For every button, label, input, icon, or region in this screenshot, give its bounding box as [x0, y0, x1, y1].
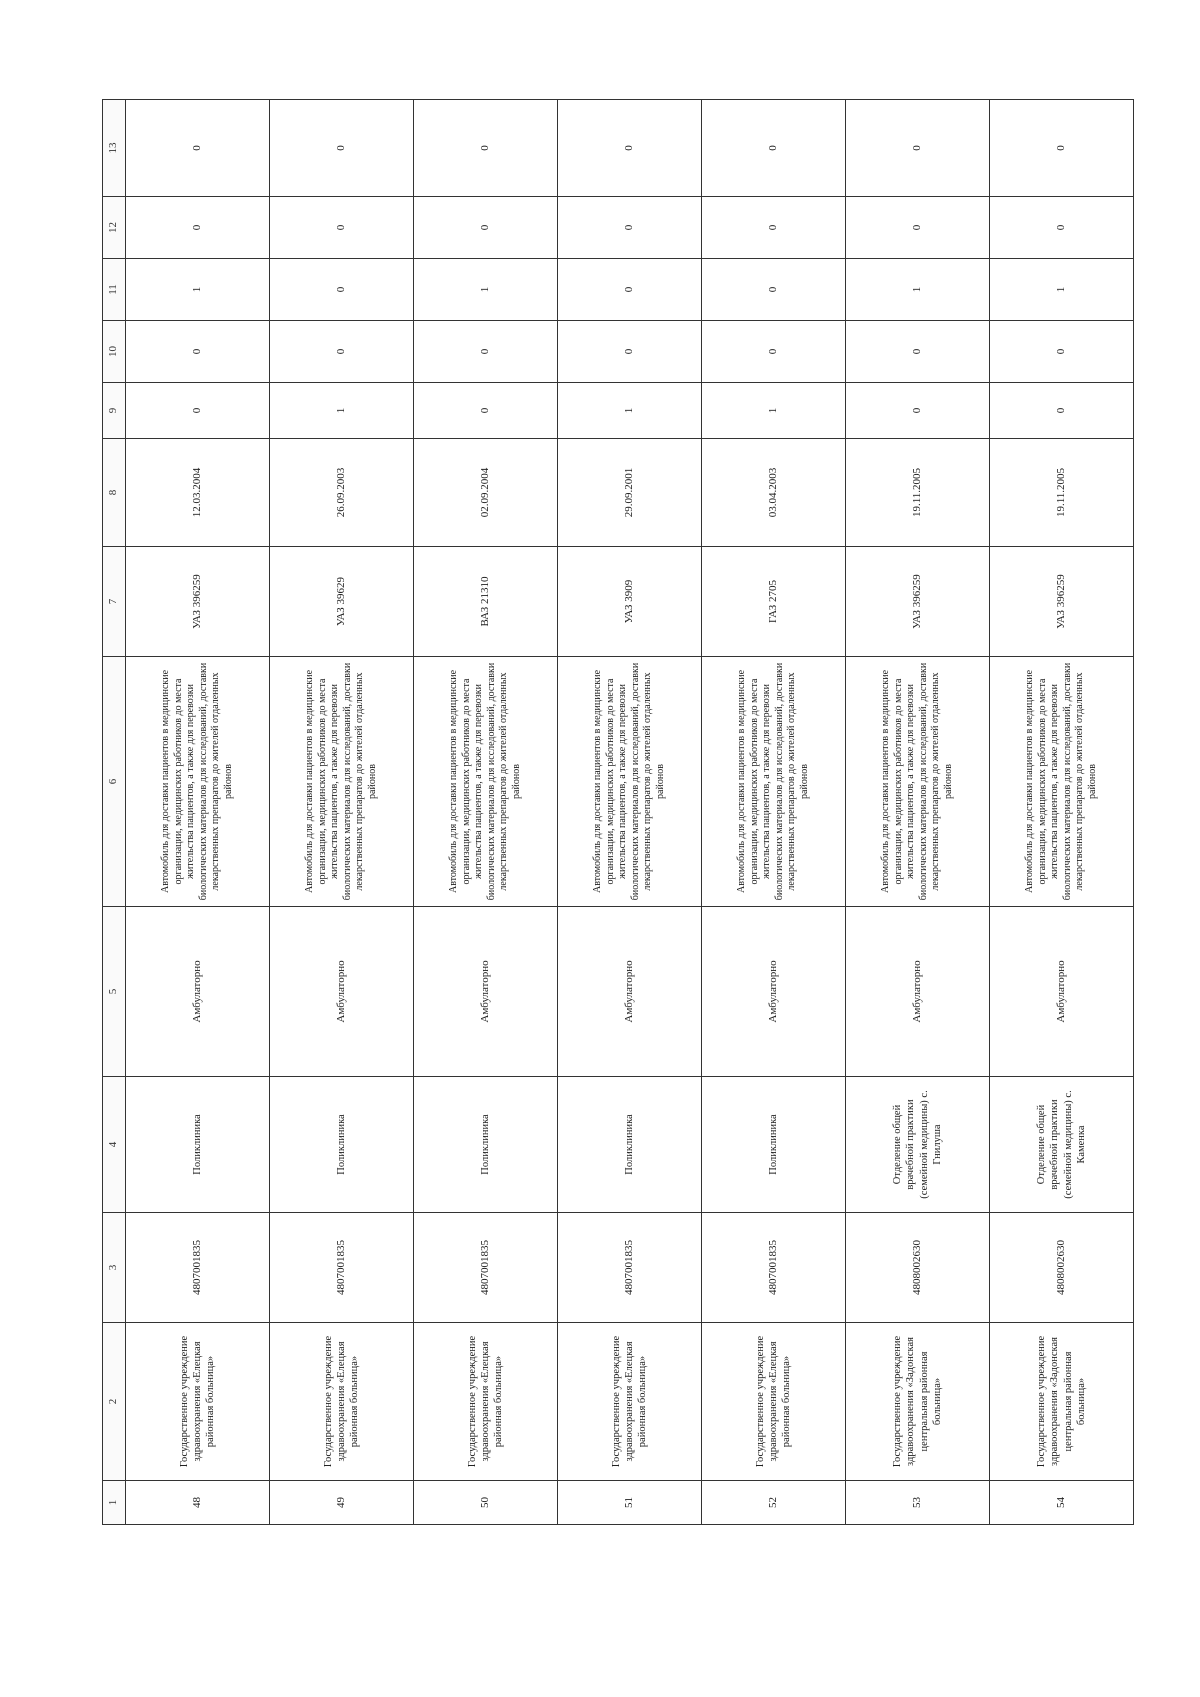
mode-cell: Амбулаторно — [414, 907, 558, 1077]
value-cell: 0 — [126, 383, 270, 439]
table-row — [702, 100, 846, 1525]
value-cell: 0 — [846, 321, 990, 383]
organization-cell: Государственное учреждение здравоохранения «Задонская центральная районная больница» — [990, 1323, 1134, 1481]
vehicle-register-table — [102, 99, 1134, 1525]
row-number: 49 — [270, 1481, 414, 1525]
value-cell: 0 — [126, 321, 270, 383]
inn-cell: 4807001835 — [414, 1213, 558, 1323]
purpose-cell: Автомобиль для доставки пациентов в медицинские организации, медицинских работников до места жительства пациентов, а также для перевозки биологических материалов для исследований, доставки лекарственных препаратов до жителей отдаленных районов — [702, 657, 846, 907]
unit-cell: Поликлиника — [558, 1077, 702, 1213]
purpose-cell: Автомобиль для доставки пациентов в медицинские организации, медицинских работников до места жительства пациентов, а также для перевозки биологических материалов для исследований, доставки лекарственных препаратов до жителей отдаленных районов — [270, 657, 414, 907]
row-number: 51 — [558, 1481, 702, 1525]
column-number: 7 — [103, 547, 126, 657]
organization-cell: Государственное учреждение здравоохранения «Елецкая районная больница» — [270, 1323, 414, 1481]
column-number: 12 — [103, 197, 126, 259]
value-cell: 0 — [126, 100, 270, 197]
column-number: 3 — [103, 1213, 126, 1323]
column-number: 2 — [103, 1323, 126, 1481]
value-cell: 0 — [846, 197, 990, 259]
table-row — [558, 100, 702, 1525]
value-cell: 1 — [990, 259, 1134, 321]
inn-cell: 4808002630 — [846, 1213, 990, 1323]
value-cell: 0 — [414, 100, 558, 197]
value-cell: 0 — [990, 197, 1134, 259]
value-cell: 0 — [270, 321, 414, 383]
model-cell: ВАЗ 21310 — [414, 547, 558, 657]
inn-cell: 4807001835 — [558, 1213, 702, 1323]
value-cell: 0 — [990, 383, 1134, 439]
column-number: 13 — [103, 100, 126, 197]
mode-cell: Амбулаторно — [558, 907, 702, 1077]
value-cell: 0 — [990, 100, 1134, 197]
value-cell: 0 — [702, 197, 846, 259]
organization-cell: Государственное учреждение здравоохранения «Елецкая районная больница» — [414, 1323, 558, 1481]
value-cell: 0 — [414, 383, 558, 439]
column-number: 6 — [103, 657, 126, 907]
value-cell: 0 — [846, 383, 990, 439]
value-cell: 0 — [702, 321, 846, 383]
column-number: 10 — [103, 321, 126, 383]
date-cell: 19.11.2005 — [846, 439, 990, 547]
value-cell: 1 — [702, 383, 846, 439]
organization-cell: Государственное учреждение здравоохранения «Елецкая районная больница» — [702, 1323, 846, 1481]
inn-cell: 4808002630 — [990, 1213, 1134, 1323]
value-cell: 0 — [990, 321, 1134, 383]
value-cell: 0 — [414, 321, 558, 383]
value-cell: 0 — [270, 259, 414, 321]
value-cell: 0 — [846, 100, 990, 197]
value-cell: 0 — [414, 197, 558, 259]
column-number-row — [103, 100, 126, 1525]
table-row — [846, 100, 990, 1525]
value-cell: 0 — [126, 197, 270, 259]
purpose-cell: Автомобиль для доставки пациентов в медицинские организации, медицинских работников до места жительства пациентов, а также для перевозки биологических материалов для исследований, доставки лекарственных препаратов до жителей отдаленных районов — [990, 657, 1134, 907]
column-number: 9 — [103, 383, 126, 439]
mode-cell: Амбулаторно — [126, 907, 270, 1077]
value-cell: 0 — [702, 100, 846, 197]
value-cell: 1 — [846, 259, 990, 321]
value-cell: 0 — [558, 259, 702, 321]
value-cell: 0 — [702, 259, 846, 321]
date-cell: 19.11.2005 — [990, 439, 1134, 547]
organization-cell: Государственное учреждение здравоохранения «Елецкая районная больница» — [126, 1323, 270, 1481]
unit-cell: Отделение общей врачебной практики (семейной медицины) с. Гнилуша — [846, 1077, 990, 1213]
date-cell: 03.04.2003 — [702, 439, 846, 547]
column-number: 4 — [103, 1077, 126, 1213]
date-cell: 12.03.2004 — [126, 439, 270, 547]
value-cell: 0 — [558, 197, 702, 259]
row-number: 53 — [846, 1481, 990, 1525]
model-cell: УАЗ 396259 — [846, 547, 990, 657]
purpose-cell: Автомобиль для доставки пациентов в медицинские организации, медицинских работников до места жительства пациентов, а также для перевозки биологических материалов для исследований, доставки лекарственных препаратов до жителей отдаленных районов — [414, 657, 558, 907]
value-cell: 0 — [270, 100, 414, 197]
purpose-cell: Автомобиль для доставки пациентов в медицинские организации, медицинских работников до места жительства пациентов, а также для перевозки биологических материалов для исследований, доставки лекарственных препаратов до жителей отдаленных районов — [126, 657, 270, 907]
unit-cell: Поликлиника — [702, 1077, 846, 1213]
organization-cell: Государственное учреждение здравоохранения «Задонская центральная районная больница» — [846, 1323, 990, 1481]
model-cell: ГАЗ 2705 — [702, 547, 846, 657]
column-number: 5 — [103, 907, 126, 1077]
inn-cell: 4807001835 — [702, 1213, 846, 1323]
value-cell: 0 — [270, 197, 414, 259]
model-cell: УАЗ 3909 — [558, 547, 702, 657]
date-cell: 29.09.2001 — [558, 439, 702, 547]
inn-cell: 4807001835 — [126, 1213, 270, 1323]
mode-cell: Амбулаторно — [990, 907, 1134, 1077]
date-cell: 02.09.2004 — [414, 439, 558, 547]
mode-cell: Амбулаторно — [270, 907, 414, 1077]
model-cell: УАЗ 39629 — [270, 547, 414, 657]
value-cell: 1 — [126, 259, 270, 321]
organization-cell: Государственное учреждение здравоохранения «Елецкая районная больница» — [558, 1323, 702, 1481]
table-row — [126, 100, 270, 1525]
value-cell: 0 — [558, 321, 702, 383]
table-row — [990, 100, 1134, 1525]
column-number: 11 — [103, 259, 126, 321]
column-number: 1 — [103, 1481, 126, 1525]
unit-cell: Поликлиника — [414, 1077, 558, 1213]
inn-cell: 4807001835 — [270, 1213, 414, 1323]
model-cell: УАЗ 396259 — [990, 547, 1134, 657]
value-cell: 1 — [270, 383, 414, 439]
table-row — [270, 100, 414, 1525]
unit-cell: Поликлиника — [270, 1077, 414, 1213]
mode-cell: Амбулаторно — [702, 907, 846, 1077]
value-cell: 1 — [414, 259, 558, 321]
value-cell: 1 — [558, 383, 702, 439]
row-number: 52 — [702, 1481, 846, 1525]
row-number: 50 — [414, 1481, 558, 1525]
rotated-table-frame — [102, 100, 1104, 1525]
column-number: 8 — [103, 439, 126, 547]
purpose-cell: Автомобиль для доставки пациентов в медицинские организации, медицинских работников до места жительства пациентов, а также для перевозки биологических материалов для исследований, доставки лекарственных препаратов до жителей отдаленных районов — [558, 657, 702, 907]
unit-cell: Отделение общей врачебной практики (семейной медицины) с. Каменка — [990, 1077, 1134, 1213]
date-cell: 26.09.2003 — [270, 439, 414, 547]
mode-cell: Амбулаторно — [846, 907, 990, 1077]
value-cell: 0 — [558, 100, 702, 197]
unit-cell: Поликлиника — [126, 1077, 270, 1213]
row-number: 48 — [126, 1481, 270, 1525]
purpose-cell: Автомобиль для доставки пациентов в медицинские организации, медицинских работников до места жительства пациентов, а также для перевозки биологических материалов для исследований, доставки лекарственных препаратов до жителей отдаленных районов — [846, 657, 990, 907]
table-row — [414, 100, 558, 1525]
row-number: 54 — [990, 1481, 1134, 1525]
model-cell: УАЗ 396259 — [126, 547, 270, 657]
